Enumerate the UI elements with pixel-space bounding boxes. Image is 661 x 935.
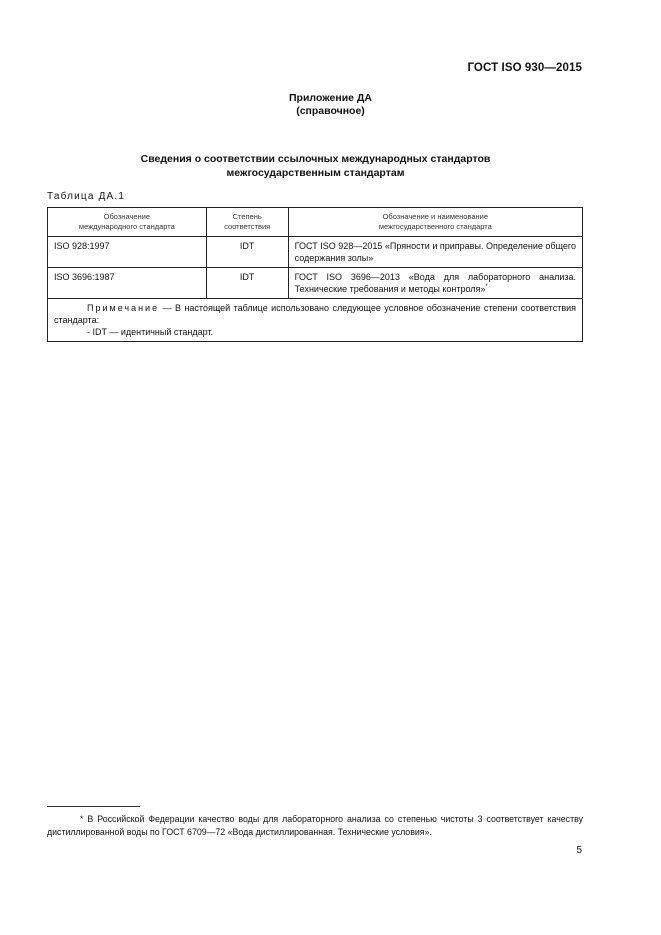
- document-code: ГОСТ ISO 930—2015: [467, 62, 582, 74]
- note-text: — В настоящей таблице использовано следующее условное обозначение степени соответствия стандарта:: [54, 303, 576, 325]
- table-header-row: [48, 208, 583, 237]
- cell-gost-text: ГОСТ ISO 3696—2013 «Вода для лабораторного анализа. Технические требования и методы контроля»: [294, 272, 576, 294]
- footnote-mark: *: [485, 284, 488, 290]
- table-row: [48, 237, 583, 268]
- table-note: [48, 299, 583, 342]
- header-gost-line-2: межгосударственного стандарта: [378, 222, 492, 231]
- header-gost: [288, 208, 582, 237]
- table-note-row: [48, 299, 583, 342]
- table-row: [48, 268, 583, 299]
- header-degree-line-1: Степень: [232, 212, 262, 221]
- appendix-subtitle: (справочное): [296, 105, 365, 117]
- section-heading: [0, 153, 631, 180]
- note-paragraph: [54, 302, 576, 326]
- header-intl: [48, 208, 207, 237]
- table-label: Таблица ДА.1: [47, 191, 126, 202]
- note-label: Примечание: [87, 303, 160, 313]
- footnote-divider: [47, 806, 140, 807]
- note-item: - IDT — идентичный стандарт.: [87, 327, 214, 337]
- cell-gost: [288, 237, 582, 268]
- footnote: [47, 813, 583, 838]
- standards-table: [47, 207, 583, 342]
- header-intl-line-2: международного стандарта: [78, 222, 175, 231]
- header-intl-line-1: Обозначение: [103, 212, 151, 221]
- heading-line-2: межгосударственным стандартам: [226, 166, 405, 179]
- appendix-title: Приложение ДА: [289, 92, 372, 104]
- cell-gost-text: ГОСТ ISO 928—2015 «Пряности и приправы. Определение общего содержания золы»: [294, 241, 576, 263]
- cell-intl: ISO 928:1997: [48, 237, 207, 268]
- cell-degree: IDT: [206, 268, 288, 299]
- cell-gost: [288, 268, 582, 299]
- cell-degree: IDT: [206, 237, 288, 268]
- header-gost-line-1: Обозначение и наименование: [382, 212, 489, 221]
- header-degree: [206, 208, 288, 237]
- appendix-block: [0, 92, 661, 118]
- cell-intl: ISO 3696:1987: [48, 268, 207, 299]
- footnote-text: * В Российской Федерации качество воды для лабораторного анализа со степенью чистоты 3 соответствует качеству дистиллированной воды по ГОСТ 6709—72 «Вода дистиллированная. Технические условия».: [47, 814, 583, 837]
- header-degree-line-2: соответствия: [224, 222, 271, 231]
- page-number: 5: [576, 845, 582, 856]
- heading-line-1: Сведения о соответствии ссылочных международных стандартов: [140, 153, 491, 165]
